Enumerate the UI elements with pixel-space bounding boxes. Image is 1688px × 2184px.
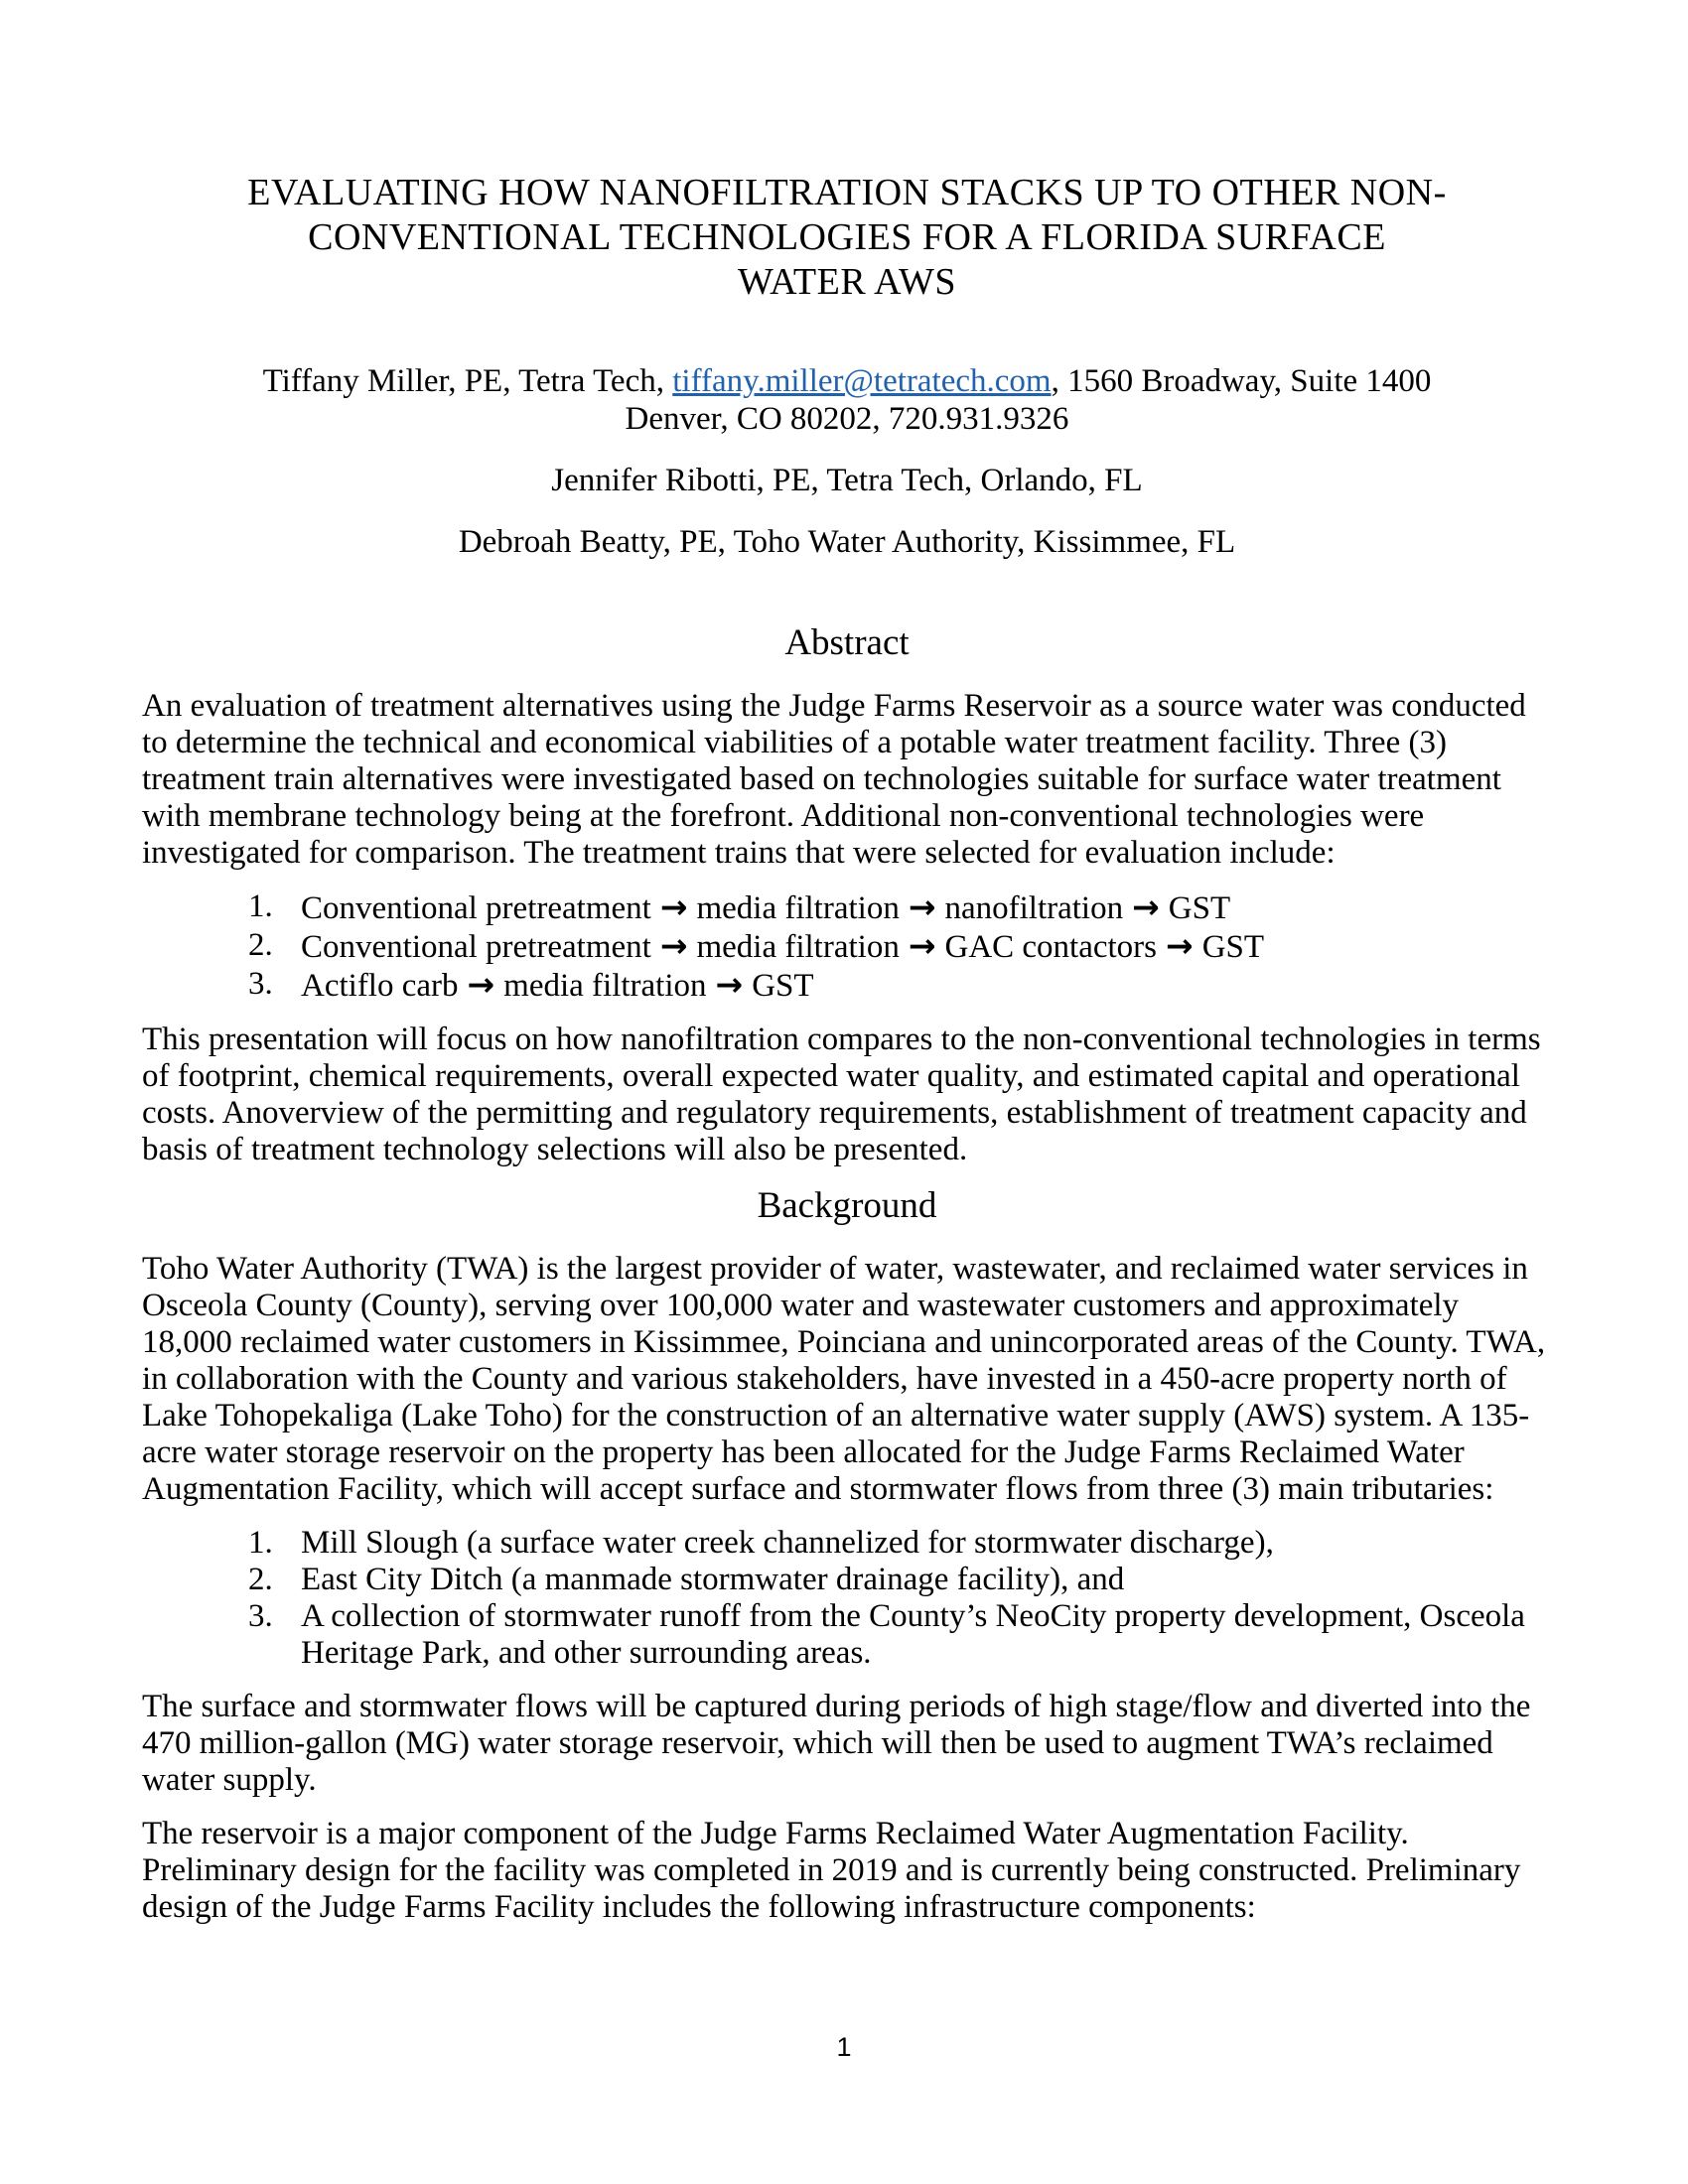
- abstract-heading: Abstract: [784, 622, 910, 663]
- treatment-step: Conventional pretreatment: [301, 929, 651, 965]
- treatment-step: GST: [1168, 890, 1231, 926]
- list-item: [142, 888, 1552, 927]
- abstract-paragraph-1: An evaluation of treatment alternatives using the Judge Farms Reservoir as a source water was conducted to determine the technical and economical viabilities of a potable water treatment facility. Three (3) treatment train alternatives were investigated based on technologies suitable for surface water treatment with membrane technology being at the forefront. Additional non-conventional technologies were investigated for comparison. The treatment trains that were selected for evaluation include:: [142, 688, 1526, 871]
- treatment-train-list: [142, 888, 1552, 1005]
- list-item: [142, 927, 1552, 966]
- background-paragraph-2: The surface and stormwater flows will be captured during periods of high stage/flow and diverted into the 470 million-gallon (MG) water storage reservoir, which will then be used to augment TWA’s reclaimed water supply.: [142, 1689, 1531, 1798]
- background-paragraph-1: Toho Water Authority (TWA) is the largest provider of water, wastewater, and reclaimed water services in Osceola County (County), serving over 100,000 water and wastewater customers and approximately 18,000 reclaimed water customers in Kissimmee, Poinciana and unincorporated areas of the County. TWA, in collaboration with the County and various stakeholders, have invested in a 450-acre property north of Lake Tohopekaliga (Lake Toho) for the construction of an alternative water supply (AWS) system. A 135-acre water storage reservoir on the property has been allocated for the Judge Farms Reclaimed Water Augmentation Facility, which will accept surface and stormwater flows from three (3) main tributaries:: [142, 1251, 1546, 1507]
- right-arrow-icon: →: [1132, 887, 1160, 926]
- paper-title-line-2: CONVENTIONAL TECHNOLOGIES FOR A FLORIDA SURFACE: [308, 216, 1386, 258]
- page-number: 1: [836, 2032, 852, 2062]
- treatment-step: GAC contactors: [944, 929, 1158, 965]
- right-arrow-icon: →: [908, 926, 936, 965]
- author-block: [142, 362, 1552, 561]
- author-1-email-link[interactable]: tiffany.miller@tetratech.com: [672, 363, 1052, 399]
- treatment-step: nanofiltration: [944, 890, 1124, 926]
- paper-title-line-1: EVALUATING HOW NANOFILTRATION STACKS UP TO OTHER NON-: [247, 172, 1447, 213]
- treatment-step: media filtration: [503, 968, 707, 1004]
- author-1-line-1: [142, 362, 1552, 400]
- author-1-line-2: Denver, CO 80202, 720.931.9326: [625, 401, 1069, 437]
- treatment-step: Conventional pretreatment: [301, 890, 651, 926]
- author-2-line: Jennifer Ribotti, PE, Tetra Tech, Orlando, FL: [551, 463, 1143, 498]
- author-1-address: , 1560 Broadway, Suite 1400: [1051, 363, 1432, 399]
- document-content: [142, 0, 1552, 1943]
- right-arrow-icon: →: [659, 926, 688, 965]
- treatment-step: GST: [752, 968, 814, 1004]
- treatment-step: media filtration: [696, 929, 900, 965]
- list-item: East City Ditch (a manmade stormwater drainage facility), and: [301, 1562, 1125, 1597]
- paper-title: [142, 171, 1552, 305]
- background-heading: Background: [757, 1185, 937, 1226]
- abstract-paragraph-2: This presentation will focus on how nanofiltration compares to the non-conventional technologies in terms of footprint, chemical requirements, overall expected water quality, and estimated capital and operational costs. Anoverview of the permitting and regulatory requirements, establishment of treatment capacity and basis of treatment technology selections will also be presented.: [142, 1022, 1541, 1167]
- tributary-list: [142, 1525, 1552, 1672]
- right-arrow-icon: →: [1166, 926, 1194, 965]
- paper-title-line-3: WATER AWS: [738, 261, 956, 303]
- list-item: A collection of stormwater runoff from the County’s NeoCity property development, Osceola Heritage Park, and other surrounding areas.: [301, 1598, 1525, 1671]
- right-arrow-icon: →: [467, 965, 495, 1004]
- right-arrow-icon: →: [659, 887, 688, 926]
- treatment-step: Actiflo carb: [301, 968, 459, 1004]
- list-item: Mill Slough (a surface water creek channelized for stormwater discharge),: [301, 1525, 1274, 1561]
- right-arrow-icon: →: [715, 965, 744, 1004]
- treatment-step: GST: [1201, 929, 1265, 965]
- author-1-name-affiliation: Tiffany Miller, PE, Tetra Tech,: [262, 363, 673, 399]
- treatment-step: media filtration: [696, 890, 900, 926]
- list-item: [142, 966, 1552, 1005]
- background-paragraph-3: The reservoir is a major component of the Judge Farms Reclaimed Water Augmentation Facility. Preliminary design for the facility was completed in 2019 and is currently being constructed. Preliminary design of the Judge Farms Facility includes the following infrastructure components:: [142, 1816, 1521, 1925]
- author-3-line: Debroah Beatty, PE, Toho Water Authority, Kissimmee, FL: [458, 524, 1236, 560]
- right-arrow-icon: →: [908, 887, 936, 926]
